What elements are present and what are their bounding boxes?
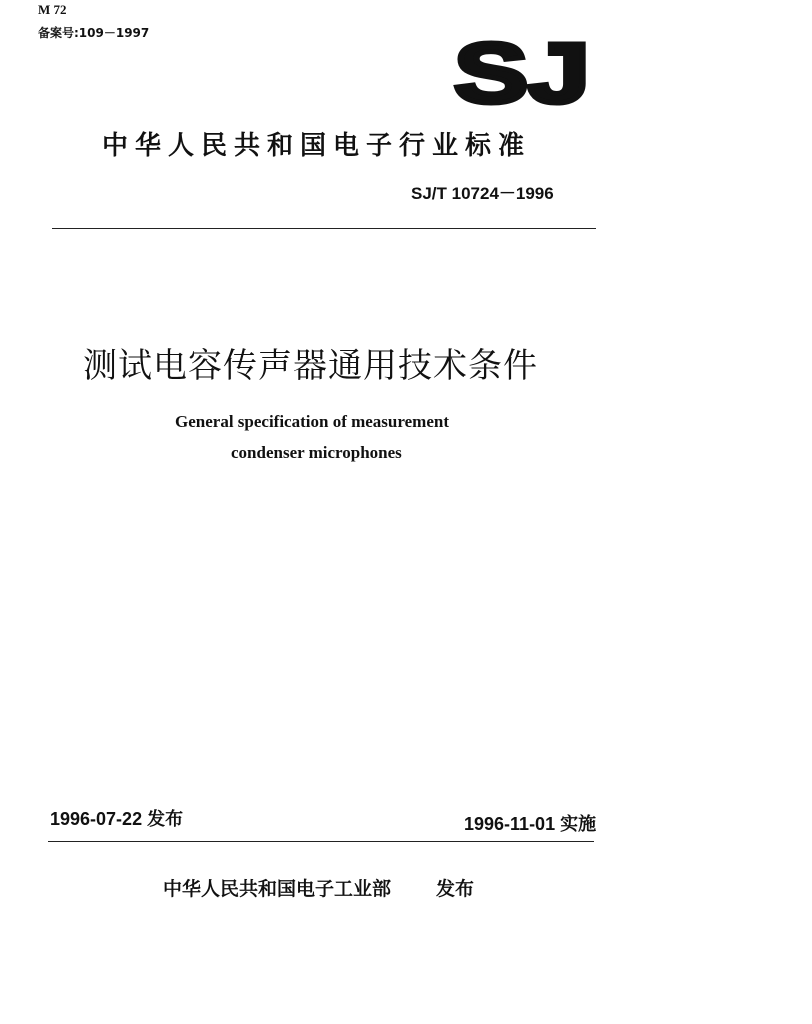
sj-logo-text: SJ	[454, 38, 590, 106]
classification-code: M 72	[38, 2, 67, 17]
filing-number: 备案号:109－1997	[38, 26, 150, 40]
publisher-action: 发布	[436, 878, 475, 900]
title-english-line-2: condenser microphones	[231, 443, 402, 462]
standard-number: SJ/T 10724－1996	[411, 184, 554, 203]
title-chinese: 测试电容传声器通用技术条件	[83, 346, 538, 386]
title-english-line-1: General specification of measurement	[175, 412, 449, 431]
implementation-date: 1996-11-01 实施	[464, 814, 597, 834]
issue-date: 1996-07-22 发布	[50, 809, 184, 829]
top-divider	[52, 228, 596, 229]
publisher: 中华人民共和国电子工业部	[163, 878, 392, 900]
bottom-divider	[48, 841, 594, 842]
standard-category: 中华人民共和国电子行业标准	[102, 131, 532, 161]
sj-logo	[452, 38, 592, 106]
